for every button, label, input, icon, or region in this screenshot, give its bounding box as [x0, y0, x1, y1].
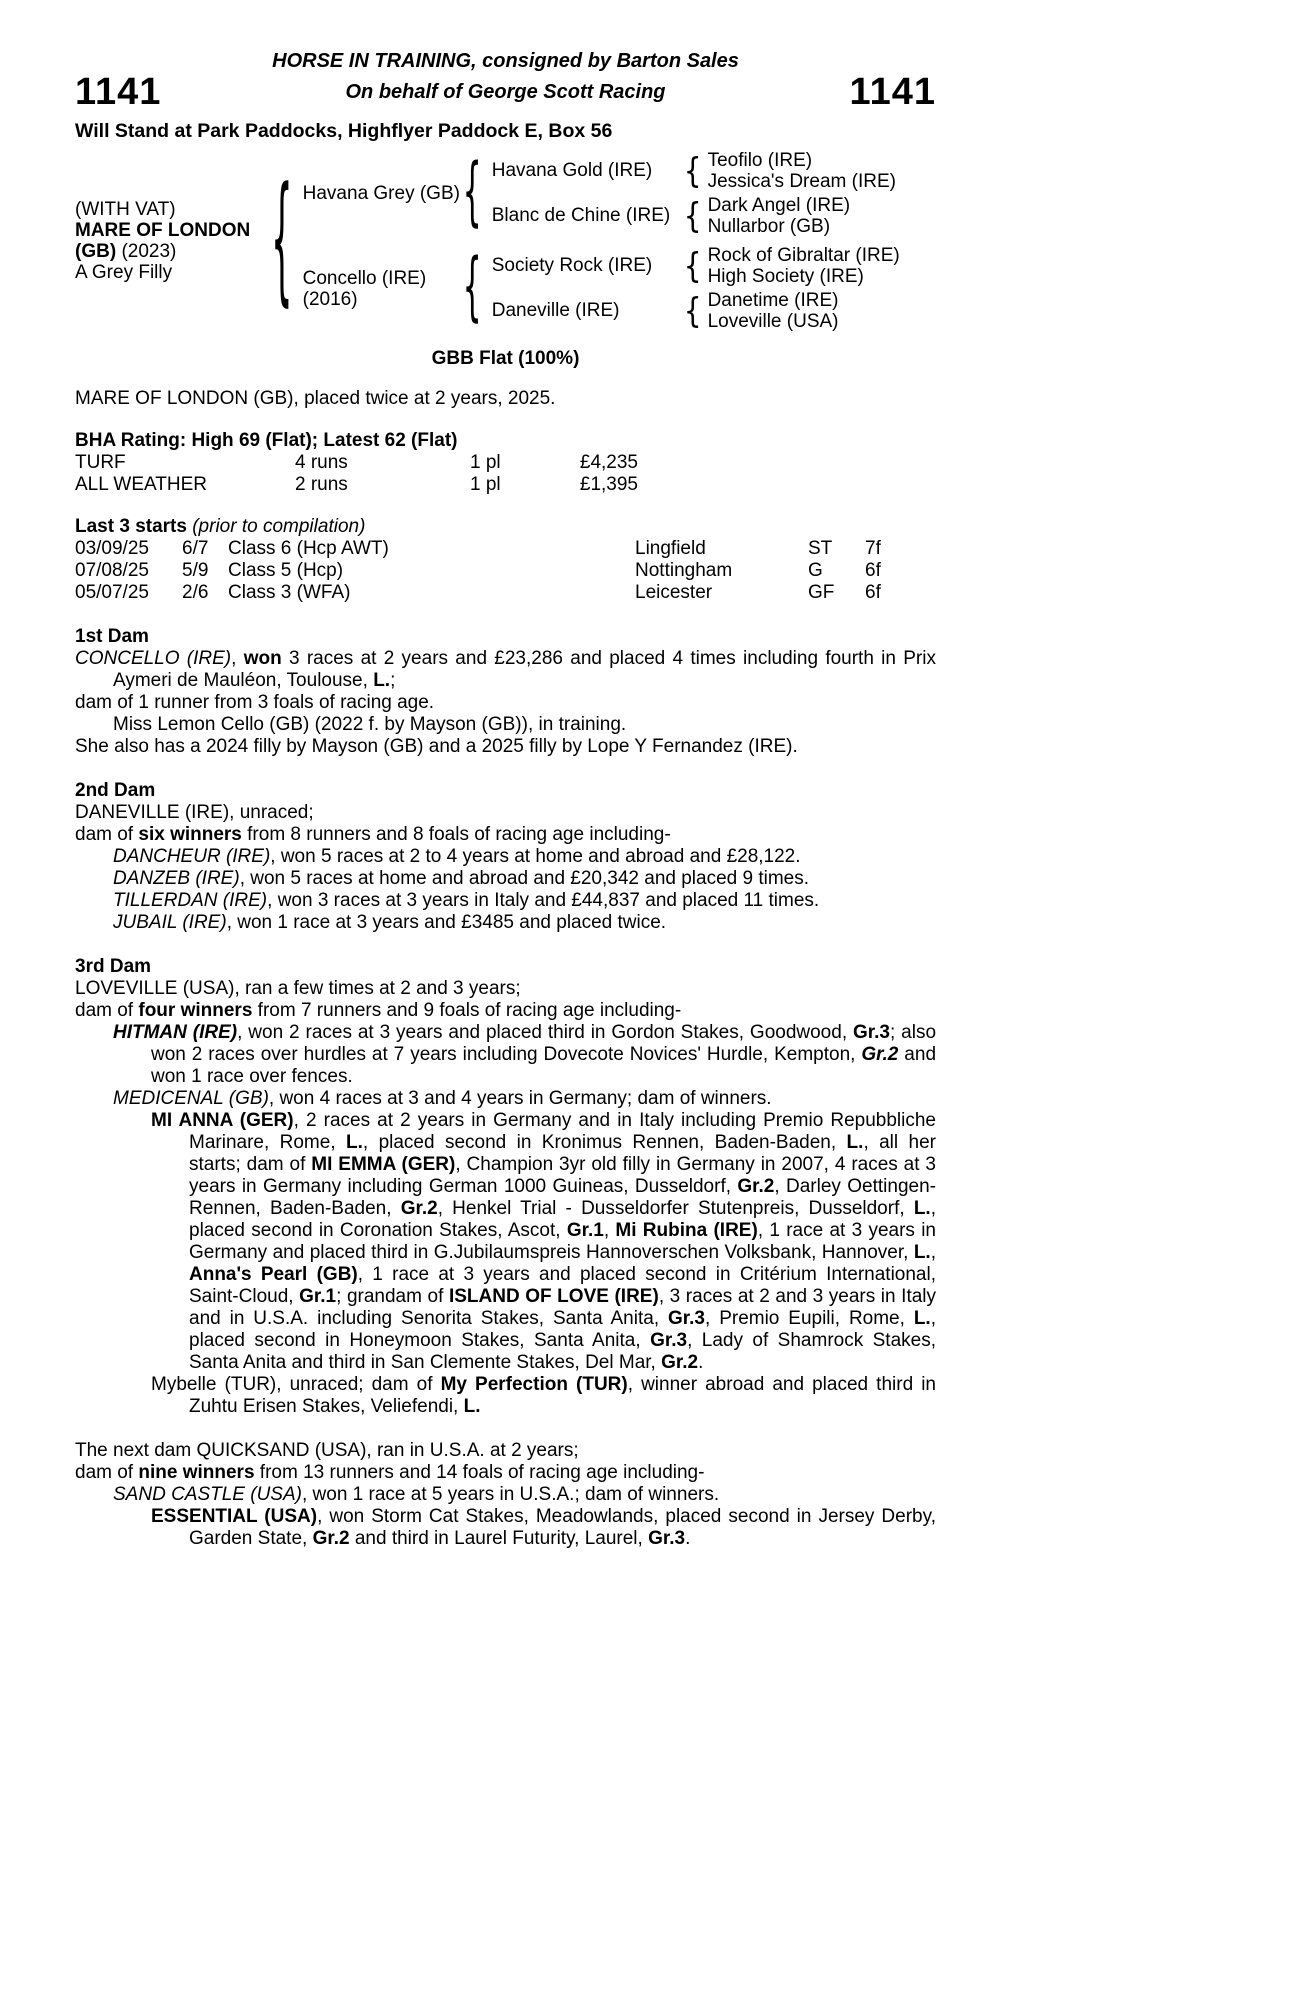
ancestor-name: Havana Gold (IRE): [491, 160, 653, 181]
ancestor-name: Loveville (USA): [707, 311, 839, 332]
last-starts-block: [75, 516, 936, 604]
progeny-paragraph: HITMAN (IRE), won 2 races at 3 years and placed third in Gordon Stakes, Goodwood, Gr.3; also won 2 races over hurdles at 7 years including Dovecote Novices' Hurdle, Kempton, Gr.2 and won 1 race over fences.: [113, 1022, 937, 1087]
pedigree-subject: [75, 199, 271, 283]
ancestor-group: [486, 245, 900, 287]
progeny-paragraph: Mybelle (TUR), unraced; dam of My Perfection (TUR), winner abroad and placed third in Zuhtu Erisen Stakes, Veliefendi, L.: [151, 1374, 936, 1417]
sire-name: Havana Grey (GB): [302, 183, 460, 204]
progeny-paragraph: JUBAIL (IRE), won 1 race at 3 years and £3485 and placed twice.: [113, 912, 667, 933]
on-behalf-line: On behalf of George Scott Racing: [345, 81, 666, 103]
ancestor-name: Danetime (IRE): [707, 290, 839, 311]
dam-paragraph: DANEVILLE (IRE), unraced;: [75, 802, 314, 823]
vat-note: (WITH VAT): [75, 199, 176, 220]
section-heading: 2nd Dam: [75, 780, 156, 801]
gbb-eligibility-line: GBB Flat (100%): [431, 348, 580, 369]
start-date: 03/09/25: [75, 538, 149, 559]
dam-paragraph: dam of four winners from 7 runners and 9 foals of racing age including-: [75, 1000, 682, 1021]
progeny-paragraph: DANCHEUR (IRE), won 5 races at 2 to 4 years at home and abroad and £28,122.: [113, 846, 801, 867]
start-distance: 7f: [865, 538, 881, 559]
start-class: Class 3 (WFA): [228, 582, 351, 603]
ancestor-name: Society Rock (IRE): [491, 255, 653, 276]
race-summary-line: MARE OF LONDON (GB), placed twice at 2 years, 2025.: [75, 388, 556, 409]
ancestor-name: Rock of Gibraltar (IRE): [707, 245, 900, 266]
dam-year: (2016): [302, 288, 358, 310]
progeny-paragraph: TILLERDAN (IRE), won 3 races at 3 years in Italy and £44,837 and placed 11 times.: [113, 890, 820, 911]
record-row: [75, 452, 936, 474]
dam-paragraph: LOVEVILLE (USA), ran a few times at 2 and 3 years;: [75, 978, 521, 999]
dam-name-block: [295, 268, 463, 310]
ancestor-parents: [708, 245, 900, 287]
start-class: Class 6 (Hcp AWT): [228, 538, 389, 559]
start-position: 6/7: [182, 538, 209, 559]
subject-suffix-line: [75, 241, 271, 262]
progeny-paragraph: Miss Lemon Cello (GB) (2022 f. by Mayson (GB)), in training.: [113, 714, 627, 735]
start-going: ST: [808, 538, 833, 559]
runs-cell: 4 runs: [295, 452, 348, 473]
last-starts-subtitle: (prior to compilation): [186, 516, 366, 537]
progeny-paragraph: MEDICENAL (GB), won 4 races at 3 and 4 years in Germany; dam of winners.: [113, 1088, 772, 1109]
ancestor-name: Jessica's Dream (IRE): [707, 171, 896, 192]
subject-year: (2023): [121, 241, 177, 262]
progeny-paragraph: DANZEB (IRE), won 5 races at home and abroad and £20,342 and placed 9 times.: [113, 868, 810, 889]
second-dam-section: [75, 780, 936, 934]
record-row: [75, 474, 936, 496]
start-date: 05/07/25: [75, 582, 149, 603]
ancestor-name: Dark Angel (IRE): [707, 195, 851, 216]
pedigree-brace-medium-icon: {: [462, 148, 482, 236]
start-distance: 6f: [865, 582, 881, 603]
start-position: 2/6: [182, 582, 209, 603]
start-position: 5/9: [182, 560, 209, 581]
start-distance: 6f: [865, 560, 881, 581]
pedigree-brace-large-icon: {: [271, 159, 293, 323]
placed-cell: 1 pl: [470, 474, 501, 495]
lot-number-left: 1141: [75, 71, 162, 113]
dam-name: Concello (IRE): [302, 267, 427, 289]
runs-cell: 2 runs: [295, 474, 348, 495]
start-row: [75, 560, 936, 582]
start-going: G: [808, 560, 823, 581]
start-class: Class 5 (Hcp): [228, 560, 344, 581]
subject-name: MARE OF LONDON: [75, 220, 251, 241]
ancestor-group: [486, 150, 896, 192]
pedigree-brace-small-icon: {: [683, 289, 702, 331]
surface-cell: ALL WEATHER: [75, 474, 207, 495]
ancestor-name: Nullarbor (GB): [707, 216, 831, 237]
start-date: 07/08/25: [75, 560, 149, 581]
ancestor-name: Daneville (IRE): [491, 300, 620, 321]
surface-cell: TURF: [75, 452, 126, 473]
last-starts-heading: [75, 516, 936, 538]
pedigree-gen1-column: [295, 150, 900, 332]
first-dam-section: [75, 626, 936, 758]
dam-paragraph: She also has a 2024 filly by Mayson (GB) and a 2025 filly by Lope Y Fernandez (IRE).: [75, 736, 798, 757]
catalogue-page: [75, 0, 936, 1550]
last-starts-title: Last 3 starts: [75, 516, 187, 537]
ancestor-name: High Society (IRE): [707, 266, 864, 287]
pedigree-brace-medium-icon: {: [462, 243, 482, 331]
earnings-cell: £1,395: [579, 474, 638, 495]
ancestor-name: Teofilo (IRE): [707, 150, 813, 171]
pedigree-brace-small-icon: {: [683, 244, 702, 286]
subject-name-line: [75, 220, 271, 241]
pedigree-table: [75, 150, 936, 332]
bha-rating-line: BHA Rating: High 69 (Flat); Latest 62 (Flat): [75, 430, 458, 451]
dam-paragraph: CONCELLO (IRE), won 3 races at 2 years and £23,286 and placed 4 times including fourth in Prix Aymeri de Mauléon, Toulouse, L.;: [75, 648, 936, 691]
dam-paragraph: dam of six winners from 8 runners and 8 foals of racing age including-: [75, 824, 671, 845]
start-course: Lingfield: [635, 538, 706, 559]
earnings-cell: £4,235: [579, 452, 638, 473]
dam-parents-column: [486, 245, 900, 332]
dam-paragraph: The next dam QUICKSAND (USA), ran in U.S.A. at 2 years;: [75, 1440, 579, 1461]
sire-group: [295, 150, 900, 237]
start-row: [75, 582, 936, 604]
subject-description: A Grey Filly: [75, 262, 173, 283]
start-going: GF: [808, 582, 835, 603]
next-dam-section: [75, 1440, 936, 1550]
pedigree-brace-small-icon: {: [683, 194, 702, 236]
ancestor-name: Blanc de Chine (IRE): [491, 205, 671, 226]
pedigree-brace-small-icon: {: [683, 149, 702, 191]
ancestor-parents: [708, 150, 896, 192]
third-dam-section: [75, 956, 936, 1418]
section-heading: 3rd Dam: [75, 956, 152, 977]
lot-number-right: 1141: [849, 71, 936, 113]
subject-country: (GB): [75, 241, 117, 262]
consignor-line: HORSE IN TRAINING, consigned by Barton Sales: [272, 50, 739, 72]
dam-paragraph: dam of nine winners from 13 runners and 14 foals of racing age including-: [75, 1462, 705, 1483]
start-row: [75, 538, 936, 560]
progeny-paragraph: SAND CASTLE (USA), won 1 race at 5 years in U.S.A.; dam of winners.: [113, 1484, 720, 1505]
dam-paragraph: dam of 1 runner from 3 foals of racing age.: [75, 692, 435, 713]
start-course: Nottingham: [635, 560, 733, 581]
dam-group: [295, 245, 900, 332]
ancestor-group: [486, 195, 896, 237]
placed-cell: 1 pl: [470, 452, 501, 473]
ancestor-group: [486, 290, 900, 332]
lot-row: [75, 72, 936, 112]
sire-parents-column: [486, 150, 896, 237]
section-heading: 1st Dam: [75, 626, 149, 647]
rating-block: [75, 430, 936, 496]
start-course: Leicester: [635, 582, 713, 603]
ancestor-parents: [708, 195, 851, 237]
progeny-paragraph: ESSENTIAL (USA), won Storm Cat Stakes, Meadowlands, placed second in Jersey Derby, Garden State, Gr.2 and third in Laurel Futurity, Laurel, Gr.3.: [151, 1506, 936, 1549]
progeny-paragraph: MI ANNA (GER), 2 races at 2 years in Germany and in Italy including Premio Repubbliche Marinare, Rome, L., placed second in Kronimus Rennen, Baden-Baden, L., all her starts; dam of MI EMMA (GER), Champion 3yr old filly in Germany in 2007, 4 races at 3 years in Germany including German 1000 Guineas, Dusseldorf, Gr.2, Darley Oettingen-Rennen, Baden-Baden, Gr.2, Henkel Trial - Dusseldorfer Stutenpreis, Dusseldorf, L., placed second in Coronation Stakes, Ascot, Gr.1, Mi Rubina (IRE), 1 race at 3 years in Germany and placed third in G.Jubilaumspreis Hannoverschen Volksbank, Hannover, L., Anna's Pearl (GB), 1 race at 3 years and placed second in Critérium International, Saint-Cloud, Gr.1; grandam of ISLAND OF LOVE (IRE), 3 races at 2 and 3 years in Italy and in U.S.A. including Senorita Stakes, Santa Anita, Gr.3, Premio Eupili, Rome, L., placed second in Honeymoon Stakes, Santa Anita, Gr.3, Lady of Shamrock Stakes, Santa Anita and third in San Clemente Stakes, Del Mar, Gr.2.: [151, 1110, 937, 1373]
stand-location-line: Will Stand at Park Paddocks, Highflyer Paddock E, Box 56: [75, 120, 613, 142]
ancestor-parents: [708, 290, 839, 332]
